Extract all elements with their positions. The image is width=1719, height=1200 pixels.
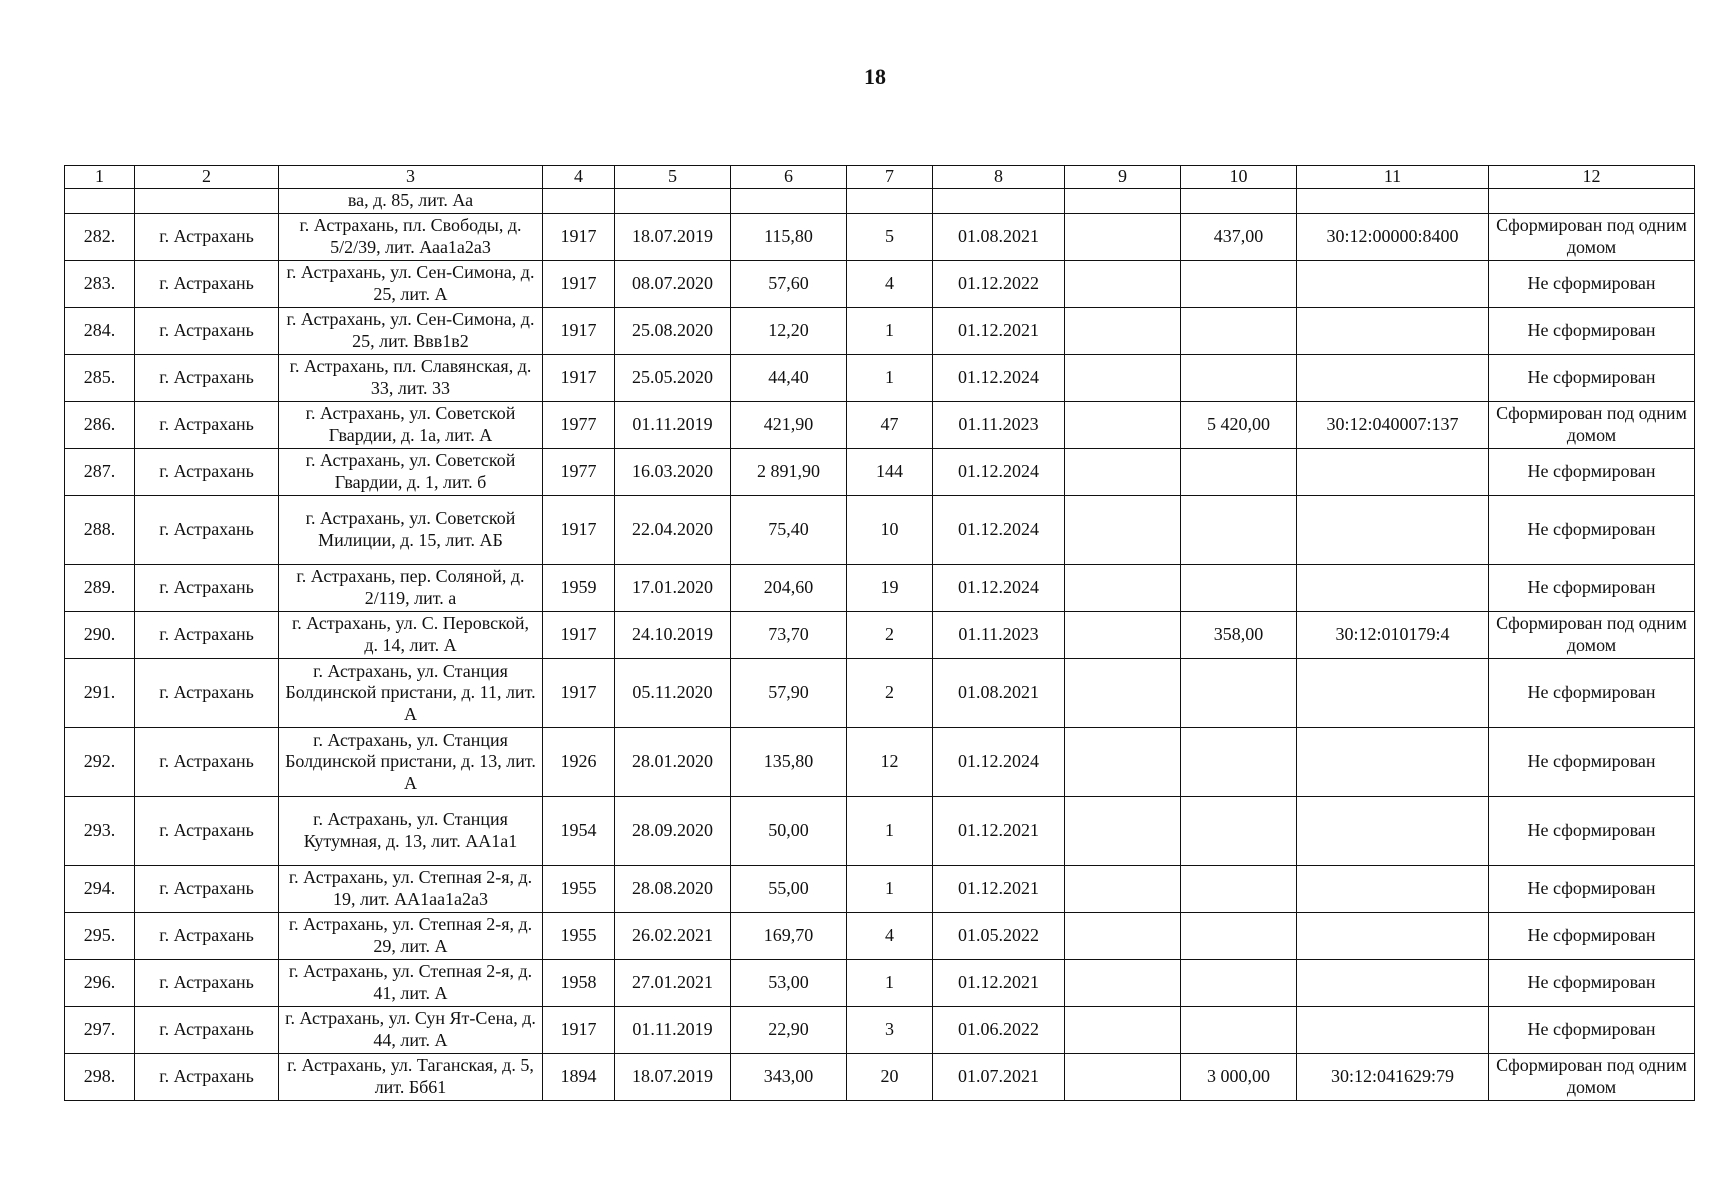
- page-number: 18: [864, 64, 886, 89]
- cell-locality: г. Астрахань: [135, 728, 279, 797]
- cell-locality: г. Астрахань: [135, 449, 279, 496]
- cell-address: г. Астрахань, ул. Станция Болдинской пристани, д. 13, лит. А: [279, 728, 543, 797]
- cell-land-area: 358,00: [1181, 612, 1297, 659]
- cell-date: 28.01.2020: [615, 728, 731, 797]
- cell-col9: [1065, 189, 1181, 214]
- cell-status: [1489, 189, 1695, 214]
- cell-status: Не сформирован: [1489, 728, 1695, 797]
- cell-address: г. Астрахань, ул. Степная 2-я, д. 19, лит. АА1аа1а2а3: [279, 866, 543, 913]
- cell-count: 3: [847, 1007, 933, 1054]
- cell-deadline: 01.12.2024: [933, 355, 1065, 402]
- cell-date: 18.07.2019: [615, 1054, 731, 1101]
- cell-area: 73,70: [731, 612, 847, 659]
- cell-col9: [1065, 449, 1181, 496]
- table-row: [65, 1007, 1695, 1054]
- cell-col9: [1065, 728, 1181, 797]
- cell-col9: [1065, 1007, 1181, 1054]
- table-row: [65, 960, 1695, 1007]
- cell-status: Не сформирован: [1489, 659, 1695, 728]
- cell-number: 292.: [65, 728, 135, 797]
- table-row: [65, 659, 1695, 728]
- cell-land-area: 5 420,00: [1181, 402, 1297, 449]
- table-row: [65, 797, 1695, 866]
- cell-col9: [1065, 866, 1181, 913]
- cell-date: 27.01.2021: [615, 960, 731, 1007]
- cell-col9: [1065, 308, 1181, 355]
- cell-cadastral: [1297, 189, 1489, 214]
- cell-number: 286.: [65, 402, 135, 449]
- cell-cadastral: [1297, 913, 1489, 960]
- table-row: [65, 402, 1695, 449]
- cell-area: 115,80: [731, 214, 847, 261]
- cell-cadastral: 30:12:040007:137: [1297, 402, 1489, 449]
- cell-number: 282.: [65, 214, 135, 261]
- registry-body: [65, 189, 1695, 1101]
- cell-deadline: 01.11.2023: [933, 612, 1065, 659]
- cell-date: 24.10.2019: [615, 612, 731, 659]
- cell-deadline: 01.07.2021: [933, 1054, 1065, 1101]
- table-row: [65, 728, 1695, 797]
- cell-address: г. Астрахань, ул. Советской Гвардии, д. 1а, лит. А: [279, 402, 543, 449]
- cell-cadastral: [1297, 960, 1489, 1007]
- cell-deadline: 01.12.2021: [933, 797, 1065, 866]
- column-number-1: 1: [65, 166, 135, 189]
- cell-number: 288.: [65, 496, 135, 565]
- cell-land-area: [1181, 797, 1297, 866]
- column-number-12: 12: [1489, 166, 1695, 189]
- cell-status: Не сформирован: [1489, 565, 1695, 612]
- cell-cadastral: [1297, 496, 1489, 565]
- cell-year: 1977: [543, 402, 615, 449]
- cell-area: [731, 189, 847, 214]
- cell-deadline: 01.12.2021: [933, 866, 1065, 913]
- cell-date: 25.08.2020: [615, 308, 731, 355]
- cell-deadline: 01.12.2021: [933, 960, 1065, 1007]
- cell-land-area: [1181, 565, 1297, 612]
- cell-status: Не сформирован: [1489, 355, 1695, 402]
- cell-land-area: [1181, 659, 1297, 728]
- table-row: [65, 214, 1695, 261]
- cell-year: 1959: [543, 565, 615, 612]
- cell-area: 50,00: [731, 797, 847, 866]
- cell-land-area: [1181, 913, 1297, 960]
- cell-land-area: [1181, 728, 1297, 797]
- cell-col9: [1065, 402, 1181, 449]
- cell-deadline: 01.08.2021: [933, 659, 1065, 728]
- cell-cadastral: [1297, 308, 1489, 355]
- cell-locality: г. Астрахань: [135, 612, 279, 659]
- cell-number: 297.: [65, 1007, 135, 1054]
- cell-status: Не сформирован: [1489, 913, 1695, 960]
- cell-address: г. Астрахань, ул. Сен-Симона, д. 25, лит. Ввв1в2: [279, 308, 543, 355]
- cell-year: 1955: [543, 866, 615, 913]
- cell-count: 1: [847, 308, 933, 355]
- cell-locality: г. Астрахань: [135, 565, 279, 612]
- cell-status: Не сформирован: [1489, 449, 1695, 496]
- cell-col9: [1065, 214, 1181, 261]
- cell-count: 1: [847, 355, 933, 402]
- cell-date: 28.08.2020: [615, 866, 731, 913]
- housing-registry-table: [64, 165, 1695, 1101]
- cell-year: 1917: [543, 659, 615, 728]
- cell-number: 285.: [65, 355, 135, 402]
- cell-area: 135,80: [731, 728, 847, 797]
- cell-locality: г. Астрахань: [135, 1054, 279, 1101]
- cell-number: [65, 189, 135, 214]
- cell-area: 55,00: [731, 866, 847, 913]
- cell-date: 17.01.2020: [615, 565, 731, 612]
- cell-date: 01.11.2019: [615, 402, 731, 449]
- table-row: [65, 496, 1695, 565]
- cell-year: 1917: [543, 612, 615, 659]
- cell-area: 22,90: [731, 1007, 847, 1054]
- cell-number: 296.: [65, 960, 135, 1007]
- cell-count: 4: [847, 261, 933, 308]
- cell-locality: г. Астрахань: [135, 1007, 279, 1054]
- cell-count: 2: [847, 659, 933, 728]
- cell-status: Не сформирован: [1489, 261, 1695, 308]
- column-number-4: 4: [543, 166, 615, 189]
- column-number-3: 3: [279, 166, 543, 189]
- cell-status: Не сформирован: [1489, 960, 1695, 1007]
- cell-year: 1917: [543, 1007, 615, 1054]
- cell-date: 01.11.2019: [615, 1007, 731, 1054]
- cell-year: 1955: [543, 913, 615, 960]
- cell-cadastral: [1297, 866, 1489, 913]
- cell-address: г. Астрахань, ул. Советской Милиции, д. 15, лит. АБ: [279, 496, 543, 565]
- cell-col9: [1065, 913, 1181, 960]
- cell-area: 2 891,90: [731, 449, 847, 496]
- cell-count: 4: [847, 913, 933, 960]
- cell-status: Не сформирован: [1489, 308, 1695, 355]
- cell-area: 421,90: [731, 402, 847, 449]
- cell-year: [543, 189, 615, 214]
- cell-count: 1: [847, 866, 933, 913]
- cell-cadastral: [1297, 659, 1489, 728]
- cell-land-area: [1181, 866, 1297, 913]
- cell-area: 57,90: [731, 659, 847, 728]
- cell-col9: [1065, 659, 1181, 728]
- cell-col9: [1065, 1054, 1181, 1101]
- cell-count: 10: [847, 496, 933, 565]
- cell-status: Сформирован под одним домом: [1489, 612, 1695, 659]
- cell-number: 283.: [65, 261, 135, 308]
- cell-count: [847, 189, 933, 214]
- cell-address: г. Астрахань, ул. Станция Кутумная, д. 13, лит. АА1а1: [279, 797, 543, 866]
- cell-date: 18.07.2019: [615, 214, 731, 261]
- cell-area: 169,70: [731, 913, 847, 960]
- cell-locality: г. Астрахань: [135, 214, 279, 261]
- cell-address: г. Астрахань, ул. Сен-Симона, д. 25, лит. А: [279, 261, 543, 308]
- cell-area: 75,40: [731, 496, 847, 565]
- cell-land-area: [1181, 960, 1297, 1007]
- column-number-5: 5: [615, 166, 731, 189]
- cell-land-area: [1181, 449, 1297, 496]
- cell-cadastral: 30:12:010179:4: [1297, 612, 1489, 659]
- cell-deadline: 01.12.2024: [933, 728, 1065, 797]
- cell-number: 295.: [65, 913, 135, 960]
- cell-col9: [1065, 496, 1181, 565]
- cell-address: г. Астрахань, ул. Станция Болдинской пристани, д. 11, лит. А: [279, 659, 543, 728]
- cell-year: 1894: [543, 1054, 615, 1101]
- cell-number: 294.: [65, 866, 135, 913]
- cell-area: 57,60: [731, 261, 847, 308]
- cell-cadastral: 30:12:00000:8400: [1297, 214, 1489, 261]
- cell-cadastral: [1297, 1007, 1489, 1054]
- cell-address: г. Астрахань, ул. Сун Ят-Сена, д. 44, лит. А: [279, 1007, 543, 1054]
- cell-date: 26.02.2021: [615, 913, 731, 960]
- cell-locality: г. Астрахань: [135, 355, 279, 402]
- table-row: [65, 355, 1695, 402]
- cell-status: Не сформирован: [1489, 866, 1695, 913]
- column-number-2: 2: [135, 166, 279, 189]
- cell-deadline: [933, 189, 1065, 214]
- cell-address: г. Астрахань, ул. Степная 2-я, д. 29, лит. А: [279, 913, 543, 960]
- cell-count: 144: [847, 449, 933, 496]
- cell-col9: [1065, 355, 1181, 402]
- cell-count: 19: [847, 565, 933, 612]
- table-row: [65, 261, 1695, 308]
- cell-col9: [1065, 261, 1181, 308]
- cell-deadline: 01.12.2021: [933, 308, 1065, 355]
- cell-count: 2: [847, 612, 933, 659]
- cell-locality: г. Астрахань: [135, 913, 279, 960]
- cell-area: 44,40: [731, 355, 847, 402]
- cell-land-area: [1181, 496, 1297, 565]
- cell-land-area: 437,00: [1181, 214, 1297, 261]
- cell-locality: г. Астрахань: [135, 402, 279, 449]
- cell-count: 12: [847, 728, 933, 797]
- cell-land-area: [1181, 1007, 1297, 1054]
- cell-land-area: [1181, 355, 1297, 402]
- cell-cadastral: 30:12:041629:79: [1297, 1054, 1489, 1101]
- cell-number: 291.: [65, 659, 135, 728]
- cell-year: 1917: [543, 308, 615, 355]
- table-row: [65, 1054, 1695, 1101]
- cell-status: Сформирован под одним домом: [1489, 1054, 1695, 1101]
- cell-year: 1917: [543, 261, 615, 308]
- cell-address: г. Астрахань, ул. Советской Гвардии, д. 1, лит. б: [279, 449, 543, 496]
- cell-deadline: 01.05.2022: [933, 913, 1065, 960]
- cell-area: 53,00: [731, 960, 847, 1007]
- cell-year: 1954: [543, 797, 615, 866]
- cell-col9: [1065, 960, 1181, 1007]
- cell-count: 1: [847, 960, 933, 1007]
- table-row: [65, 612, 1695, 659]
- cell-number: 290.: [65, 612, 135, 659]
- table-row: [65, 565, 1695, 612]
- cell-cadastral: [1297, 728, 1489, 797]
- cell-address: г. Астрахань, пл. Славянская, д. 33, лит. 33: [279, 355, 543, 402]
- continuation-row: [65, 189, 1695, 214]
- cell-number: 293.: [65, 797, 135, 866]
- cell-date: 05.11.2020: [615, 659, 731, 728]
- cell-status: Не сформирован: [1489, 1007, 1695, 1054]
- cell-year: 1917: [543, 496, 615, 565]
- header-row: [65, 166, 1695, 189]
- cell-land-area: [1181, 261, 1297, 308]
- cell-locality: г. Астрахань: [135, 308, 279, 355]
- cell-number: 287.: [65, 449, 135, 496]
- column-number-11: 11: [1297, 166, 1489, 189]
- table-row: [65, 308, 1695, 355]
- cell-address: г. Астрахань, пер. Соляной, д. 2/119, лит. а: [279, 565, 543, 612]
- column-number-6: 6: [731, 166, 847, 189]
- cell-year: 1917: [543, 355, 615, 402]
- cell-count: 5: [847, 214, 933, 261]
- cell-number: 289.: [65, 565, 135, 612]
- cell-number: 298.: [65, 1054, 135, 1101]
- cell-deadline: 01.11.2023: [933, 402, 1065, 449]
- cell-status: Не сформирован: [1489, 496, 1695, 565]
- cell-year: 1977: [543, 449, 615, 496]
- table-row: [65, 913, 1695, 960]
- cell-status: Сформирован под одним домом: [1489, 402, 1695, 449]
- cell-locality: г. Астрахань: [135, 797, 279, 866]
- cell-date: 16.03.2020: [615, 449, 731, 496]
- cell-deadline: 01.12.2024: [933, 449, 1065, 496]
- cell-deadline: 01.08.2021: [933, 214, 1065, 261]
- cell-status: Не сформирован: [1489, 797, 1695, 866]
- cell-status: Сформирован под одним домом: [1489, 214, 1695, 261]
- cell-land-area: [1181, 308, 1297, 355]
- cell-date: 22.04.2020: [615, 496, 731, 565]
- cell-area: 343,00: [731, 1054, 847, 1101]
- column-number-9: 9: [1065, 166, 1181, 189]
- cell-col9: [1065, 797, 1181, 866]
- cell-cadastral: [1297, 565, 1489, 612]
- table-row: [65, 866, 1695, 913]
- column-number-10: 10: [1181, 166, 1297, 189]
- cell-number: 284.: [65, 308, 135, 355]
- column-number-8: 8: [933, 166, 1065, 189]
- cell-area: 204,60: [731, 565, 847, 612]
- cell-address: г. Астрахань, ул. Таганская, д. 5, лит. Бб61: [279, 1054, 543, 1101]
- cell-deadline: 01.12.2022: [933, 261, 1065, 308]
- cell-count: 47: [847, 402, 933, 449]
- cell-year: 1926: [543, 728, 615, 797]
- cell-deadline: 01.06.2022: [933, 1007, 1065, 1054]
- cell-col9: [1065, 565, 1181, 612]
- cell-cadastral: [1297, 261, 1489, 308]
- cell-count: 20: [847, 1054, 933, 1101]
- cell-address: г. Астрахань, пл. Свободы, д. 5/2/39, лит. Ааа1а2а3: [279, 214, 543, 261]
- table-row: [65, 449, 1695, 496]
- cell-address: г. Астрахань, ул. Степная 2-я, д. 41, лит. А: [279, 960, 543, 1007]
- cell-land-area: 3 000,00: [1181, 1054, 1297, 1101]
- column-number-7: 7: [847, 166, 933, 189]
- cell-locality: г. Астрахань: [135, 866, 279, 913]
- cell-locality: г. Астрахань: [135, 960, 279, 1007]
- cell-address: г. Астрахань, ул. С. Перовской, д. 14, лит. А: [279, 612, 543, 659]
- cell-cadastral: [1297, 355, 1489, 402]
- cell-year: 1917: [543, 214, 615, 261]
- cell-deadline: 01.12.2024: [933, 565, 1065, 612]
- cell-count: 1: [847, 797, 933, 866]
- cell-area: 12,20: [731, 308, 847, 355]
- cell-date: [615, 189, 731, 214]
- cell-address: ва, д. 85, лит. Аа: [279, 189, 543, 214]
- cell-locality: г. Астрахань: [135, 496, 279, 565]
- cell-date: 25.05.2020: [615, 355, 731, 402]
- cell-deadline: 01.12.2024: [933, 496, 1065, 565]
- cell-date: 08.07.2020: [615, 261, 731, 308]
- cell-locality: г. Астрахань: [135, 659, 279, 728]
- cell-date: 28.09.2020: [615, 797, 731, 866]
- cell-year: 1958: [543, 960, 615, 1007]
- cell-locality: г. Астрахань: [135, 261, 279, 308]
- cell-land-area: [1181, 189, 1297, 214]
- cell-col9: [1065, 612, 1181, 659]
- cell-locality: [135, 189, 279, 214]
- cell-cadastral: [1297, 797, 1489, 866]
- cell-cadastral: [1297, 449, 1489, 496]
